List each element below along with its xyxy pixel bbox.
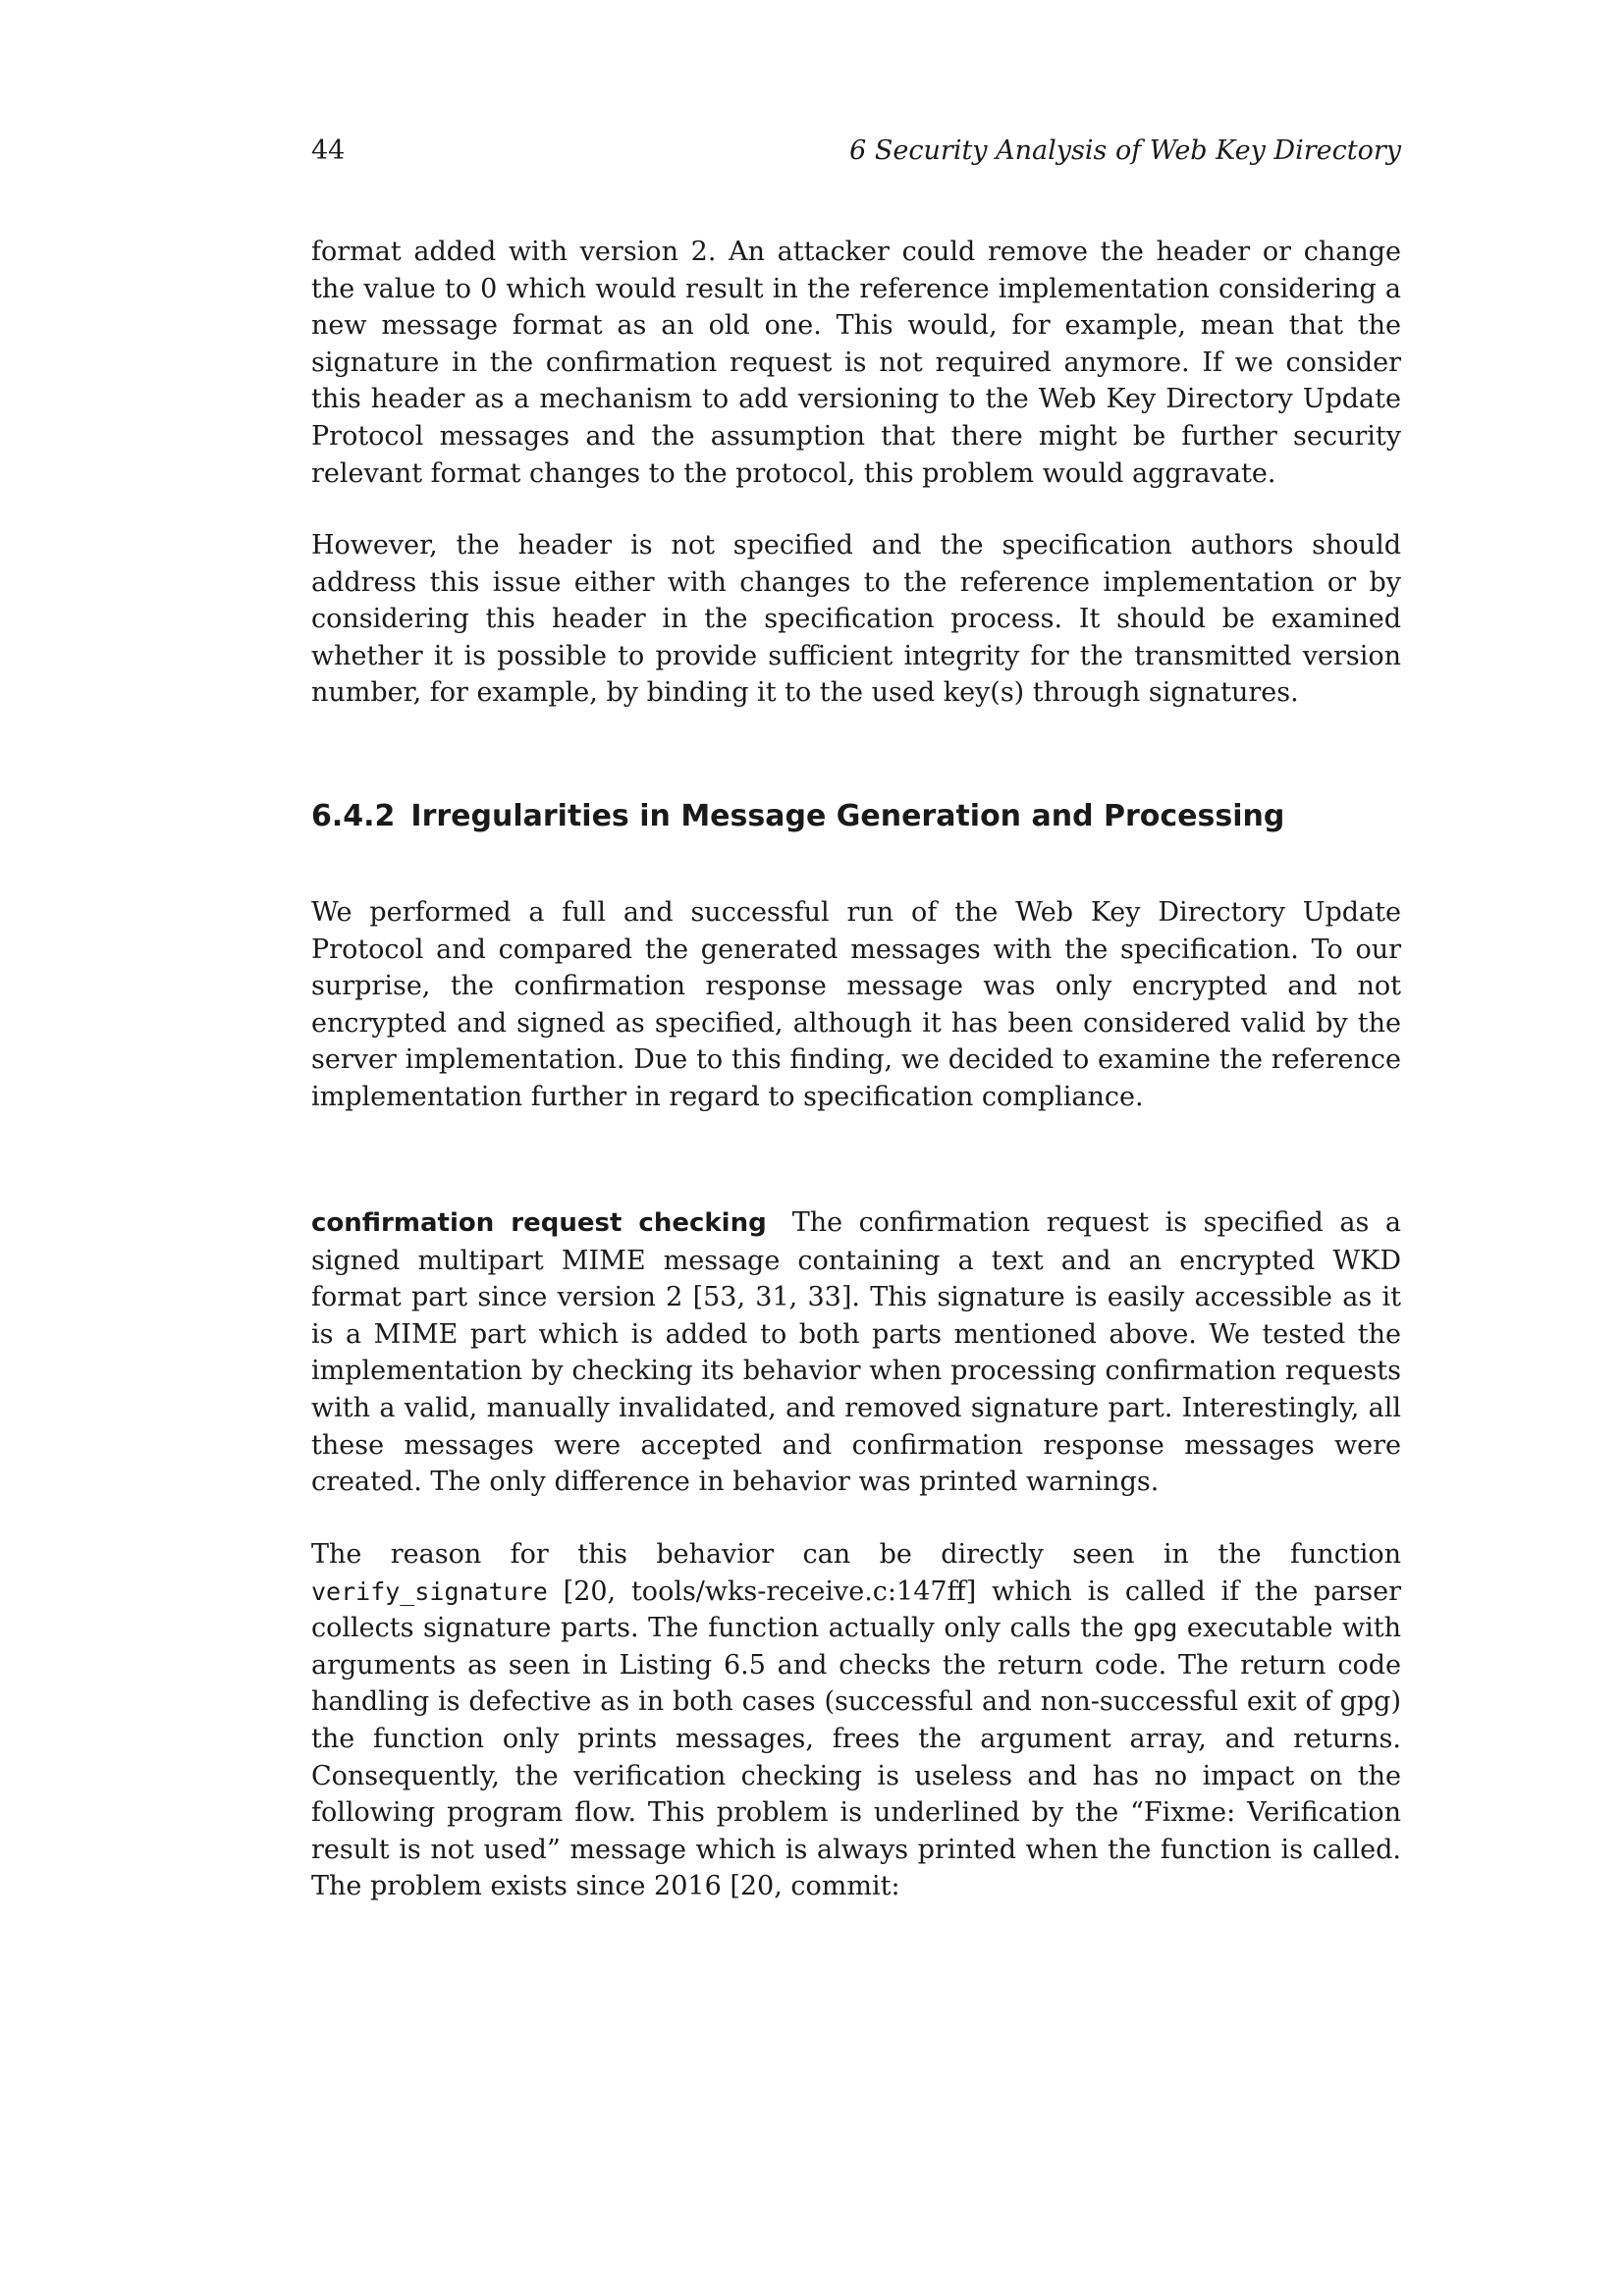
section-number: 6.4.2 xyxy=(311,799,396,833)
reason-text-2: [20, tools/wks-receive.c:147ff] which is called if the parser collects signature parts. The function actually only calls the xyxy=(311,1575,1401,1644)
paragraph-section-intro: We performed a full and successful run of the Web Key Directory Update Protocol and compared the generated messages with the specification. To our surprise, the confirmation response message was only encrypted and not encrypted and signed as specified, although it has been considered valid by the server implementation. Due to this finding, we decided to examine the reference implementation further in regard to specification compliance. xyxy=(311,897,1401,1112)
code-gpg: gpg xyxy=(1133,1614,1178,1643)
section-heading xyxy=(311,797,1401,836)
running-header xyxy=(311,135,1401,175)
code-verify-signature: verify_signature xyxy=(311,1576,548,1606)
paragraph-lead-heading: confirmation request checking xyxy=(311,1208,767,1238)
paragraph-confirmation-checking xyxy=(311,1204,1401,1501)
section-title: Irregularities in Message Generation and Processing xyxy=(410,799,1285,833)
document-page xyxy=(311,0,1401,2296)
paragraph-versioning: format added with version 2. An attacker could remove the header or change the value to 0 which would result in the reference implementation considering a new message format as an old one. This would, for example, mean that the signature in the confirmation request is not required anymore. If we consider this header as a mechanism to add versioning to the Web Key Directory Update Protocol messages and the assumption that there might be further security relevant format changes to the protocol, this problem would aggravate. xyxy=(311,237,1401,489)
paragraph-checking-text: The confirmation request is specified as a signed multipart MIME message containing a text and an encrypted WKD format part since version 2 [53, 31, 33]. This signature is easily accessible as it is a MIME part which is added to both parts mentioned above. We tested the implementation by checking its behavior when processing confirmation requests with a valid, manually invalidated, and removed signature part. Interestingly, all these messages were accepted and confirmation response messages were created. The only difference in behavior was printed warnings. xyxy=(311,1207,1401,1498)
reason-text-3: executable with arguments as seen in Listing 6.5 and checks the return code. The return code handling is defective as in both cases (successful and non-successful exit of gpg) the function only prints messages, frees the argument array, and returns. Consequently, the verification checking is useless and has no impact on the following program flow. This problem is underlined by the “Fixme: Verification result is not used” message which is always printed when the function is called. The problem exists since 2016 [20, commit: xyxy=(311,1613,1401,1902)
paragraph-header-spec: However, the header is not specified and the specification authors should address this issue either with changes to the reference implementation or by considering this header in the specification process. It should be examined whether it is possible to provide sufficient integrity for the transmitted version number, for example, by binding it to the used key(s) through signatures. xyxy=(311,530,1401,709)
page-number: 44 xyxy=(311,135,346,166)
paragraph-reason xyxy=(311,1536,1401,1905)
chapter-running-title: 6 Security Analysis of Web Key Directory xyxy=(849,135,1401,166)
reason-text-1: The reason for this behavior can be directly seen in the function xyxy=(311,1539,1401,1570)
